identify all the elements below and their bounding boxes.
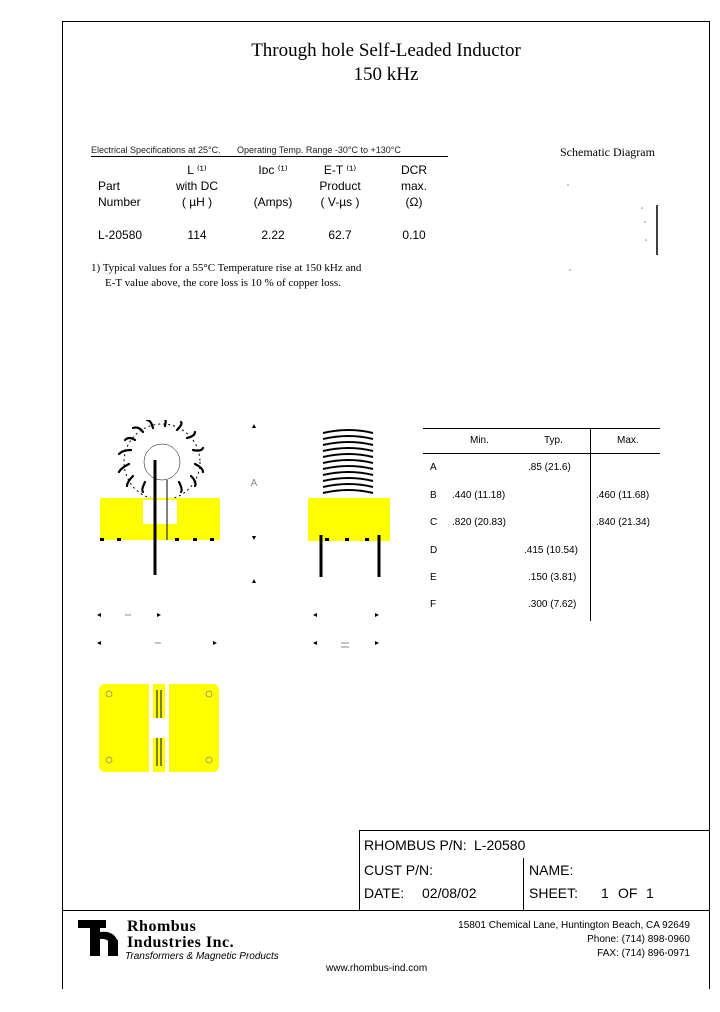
doc-subtitle: 150 kHz (353, 64, 419, 85)
company-tagline: Transformers & Magnetic Products (125, 951, 279, 962)
company-address: 15801 Chemical Lane, Huntington Beach, CA 92649 (458, 920, 690, 931)
spec-header-left: Electrical Specifications at 25°C. (91, 145, 221, 155)
note-line-2: E-T value above, the core loss is 10 % of copper loss. (105, 277, 341, 289)
base-bottom-view (97, 682, 222, 774)
sheet-of: OF (618, 885, 638, 901)
dim-header-typ: Typ. (544, 435, 563, 446)
col-part: Part Number (98, 179, 141, 209)
col-et: E-T ⁽¹⁾ Product ( V-µs ) (319, 163, 361, 209)
spec-et: 62.7 (328, 228, 352, 242)
sheet-value: 1 (601, 885, 609, 901)
company-name-1: Rhombus (127, 918, 197, 935)
name-label: NAME: (529, 862, 574, 878)
rhombus-logo-icon (78, 918, 122, 958)
cust-pn-label: CUST P/N: (364, 862, 433, 878)
dim-table-header-line (423, 453, 660, 454)
sheet-label: SHEET: (529, 885, 579, 901)
dim-table-top-line (423, 428, 660, 429)
company-fax: FAX: (714) 896-0971 (597, 948, 690, 959)
dim-header-min: Min. (470, 435, 489, 446)
spec-divider (91, 156, 448, 157)
spec-idc: 2.22 (261, 228, 285, 242)
schematic-title: Schematic Diagram (560, 145, 655, 159)
dim-header-max: Max. (617, 435, 639, 446)
doc-title: Through hole Self-Leaded Inductor (251, 40, 521, 61)
note-line-1: 1) Typical values for a 55°C Temperature rise at 150 kHz and (91, 262, 362, 274)
spec-header-right: Operating Temp. Range -30°C to +130°C (237, 145, 401, 155)
titleblock-top-line (359, 830, 710, 831)
company-website-link[interactable]: www.rhombus-ind.com (326, 963, 428, 974)
pn-value: L-20580 (474, 837, 526, 853)
col-dcr: DCR max. (Ω) (400, 163, 427, 209)
svg-text:A: A (250, 478, 258, 489)
dimension-marker-a (240, 420, 270, 590)
spec-dcr: 0.10 (402, 228, 426, 242)
dim-table-divider (590, 428, 591, 621)
sheet-total: 1 (646, 885, 654, 901)
col-idc: Iᴅᴄ ⁽¹⁾ (Amps) (253, 163, 293, 209)
schematic-diagram (560, 170, 670, 280)
toroid-side-view (305, 425, 395, 580)
date-label: DATE: (364, 885, 405, 901)
spec-inductance: 114 (187, 228, 207, 242)
spec-part-number: L-20580 (98, 228, 143, 242)
company-phone: Phone: (714) 898-0960 (587, 934, 690, 945)
date-value: 02/08/02 (422, 885, 477, 901)
toroid-front-view (95, 420, 230, 580)
titleblock-left-line (359, 830, 360, 910)
dimension-markers-bottom (95, 605, 395, 650)
company-name-2: Industries Inc. (127, 934, 235, 951)
col-inductance: L ⁽¹⁾ with DC ( µH ) (175, 163, 218, 209)
pn-label: RHOMBUS P/N: (364, 837, 467, 853)
titleblock-bottom-line (62, 910, 710, 911)
titleblock-mid-line (523, 858, 524, 910)
